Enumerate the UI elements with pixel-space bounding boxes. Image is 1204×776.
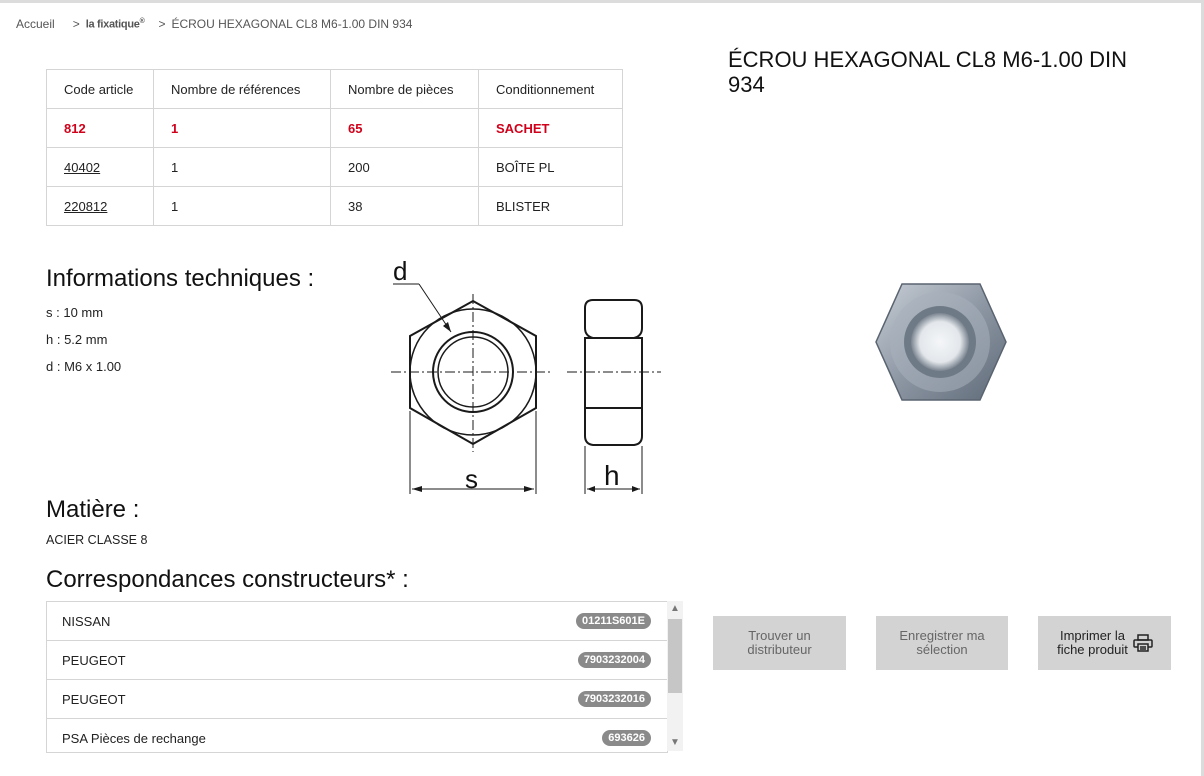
- references-cell: 1: [154, 148, 331, 187]
- list-item: [47, 641, 667, 680]
- references-table: [46, 69, 623, 226]
- list-item: [47, 602, 667, 641]
- code-article-link[interactable]: 40402: [64, 159, 101, 175]
- conditionnement-cell: BLISTER: [479, 187, 623, 226]
- breadcrumb-home[interactable]: Accueil: [16, 17, 55, 31]
- nut-technical-drawing: [385, 256, 665, 501]
- tech-spec-h: h : 5.2 mm: [46, 332, 108, 347]
- scroll-down-icon[interactable]: ▼: [670, 737, 680, 748]
- scroll-up-icon[interactable]: ▲: [670, 603, 680, 614]
- table-row: [47, 109, 623, 148]
- table-row: [47, 148, 623, 187]
- breadcrumb: [16, 17, 412, 31]
- maker-name: PEUGEOT: [62, 652, 126, 668]
- col-nombre-references: Nombre de références: [154, 70, 331, 109]
- matiere-value: ACIER CLASSE 8: [46, 533, 148, 547]
- correspondances-list[interactable]: [46, 601, 668, 753]
- product-title: ÉCROU HEXAGONAL CL8 M6-1.00 DIN 934: [728, 47, 1127, 97]
- references-cell: 1: [154, 187, 331, 226]
- print-product-button[interactable]: [1038, 616, 1171, 670]
- scrollbar-thumb[interactable]: [668, 619, 682, 693]
- list-scrollbar[interactable]: [667, 601, 683, 751]
- find-distributor-button[interactable]: Trouver un distributeur: [713, 616, 846, 670]
- tech-info-list: [46, 299, 121, 380]
- maker-ref-badge: 01211S601E: [576, 613, 651, 629]
- table-row: [47, 187, 623, 226]
- col-conditionnement: Conditionnement: [479, 70, 623, 109]
- maker-name: PEUGEOT: [62, 691, 126, 707]
- diagram-label-h: h: [604, 460, 620, 491]
- save-selection-button[interactable]: Enregistrer ma sélection: [876, 616, 1008, 670]
- maker-name: PSA Pièces de rechange: [62, 730, 206, 746]
- maker-ref-badge: 7903232004: [578, 652, 651, 668]
- list-item: [47, 680, 667, 719]
- pieces-cell: 65: [331, 109, 479, 148]
- maker-name: NISSAN: [62, 613, 111, 629]
- diagram-label-s: s: [465, 464, 478, 494]
- code-article-link[interactable]: 220812: [64, 198, 108, 214]
- print-button-label: Imprimer la fiche produit: [1057, 628, 1128, 657]
- diagram-label-d: d: [393, 256, 408, 286]
- breadcrumb-current: ÉCROU HEXAGONAL CL8 M6-1.00 DIN 934: [171, 17, 413, 31]
- conditionnement-cell: SACHET: [479, 109, 623, 148]
- printer-icon: [1133, 634, 1153, 652]
- matiere-title: Matière :: [46, 496, 140, 523]
- breadcrumb-separator: >: [158, 17, 166, 31]
- col-nombre-pieces: Nombre de pièces: [331, 70, 479, 109]
- correspondances-title: Correspondances constructeurs* :: [46, 566, 409, 593]
- list-item: [47, 719, 667, 753]
- product-photo: [868, 278, 1013, 406]
- conditionnement-cell: BOÎTE PL: [479, 148, 623, 187]
- pieces-cell: 38: [331, 187, 479, 226]
- col-code-article: Code article: [47, 70, 154, 109]
- tech-info-title: Informations techniques :: [46, 265, 315, 292]
- maker-ref-badge: 693626: [602, 730, 651, 746]
- breadcrumb-separator: >: [72, 17, 80, 31]
- code-article-cell: [47, 187, 154, 226]
- references-cell: 1: [154, 109, 331, 148]
- code-article-cell: 812: [47, 109, 154, 148]
- tech-spec-d: d : M6 x 1.00: [46, 359, 122, 374]
- breadcrumb-brand[interactable]: la fixatique®: [85, 17, 145, 31]
- maker-ref-badge: 7903232016: [578, 691, 651, 707]
- tech-spec-s: s : 10 mm: [46, 305, 104, 320]
- table-header-row: [47, 70, 623, 109]
- pieces-cell: 200: [331, 148, 479, 187]
- code-article-cell: [47, 148, 154, 187]
